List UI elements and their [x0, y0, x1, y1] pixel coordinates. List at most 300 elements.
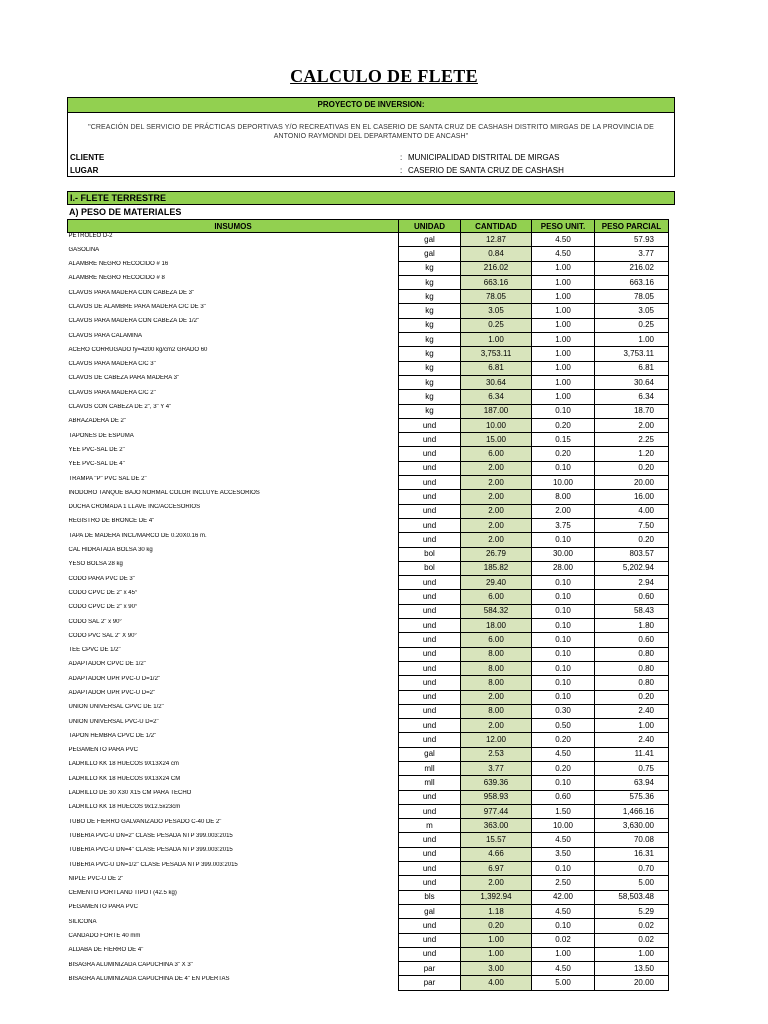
cell-peso-parcial: 1.00 — [595, 719, 669, 733]
table-row — [68, 333, 669, 347]
table-row — [68, 747, 669, 761]
cell-unidad: gal — [399, 904, 461, 918]
cell-insumo: CEMENTO PORTLAND TIPO I (42.5 kg) — [68, 890, 177, 897]
cell-peso-parcial: 78.05 — [595, 290, 669, 304]
header-cantidad: CANTIDAD — [461, 220, 532, 233]
cell-cantidad: 3.05 — [461, 304, 532, 318]
cell-peso-parcial: 2.00 — [595, 418, 669, 432]
cell-unidad: und — [399, 490, 461, 504]
client-value: MUNICIPALIDAD DISTRITAL DE MIRGAS — [408, 153, 560, 162]
cell-unidad: und — [399, 804, 461, 818]
cell-peso-unit: 1.00 — [532, 333, 595, 347]
cell-cantidad: 2.00 — [461, 518, 532, 532]
cell-peso-unit: 0.15 — [532, 433, 595, 447]
place-value: CASERIO DE SANTA CRUZ DE CASHASH — [408, 166, 564, 175]
cell-cantidad: 1,392.94 — [461, 890, 532, 904]
cell-insumo: INODORO TANQUE BAJO NORMAL COLOR INCLUYE ACCESORIOS — [68, 489, 260, 496]
cell-cantidad: 1.00 — [461, 333, 532, 347]
cell-peso-unit: 5.00 — [532, 976, 595, 990]
cell-unidad: und — [399, 461, 461, 475]
cell-cantidad: 2.00 — [461, 490, 532, 504]
cell-insumo: ALDABA DE FIERRO DE 4" — [68, 947, 144, 954]
table-row — [68, 518, 669, 532]
cell-peso-unit: 3.50 — [532, 847, 595, 861]
table-row — [68, 261, 669, 275]
cell-peso-unit: 0.02 — [532, 933, 595, 947]
table-row — [68, 361, 669, 375]
cell-cantidad: 12.87 — [461, 233, 532, 247]
cell-peso-unit: 1.00 — [532, 275, 595, 289]
table-row — [68, 404, 669, 418]
cell-cantidad: 1.00 — [461, 933, 532, 947]
section-subtitle: A) PESO DE MATERIALES — [69, 207, 182, 217]
cell-peso-parcial: 0.70 — [595, 862, 669, 876]
cell-cantidad: 663.16 — [461, 275, 532, 289]
cell-insumo: CLAVOS PARA MADERA CON CABEZA DE 3" — [68, 289, 195, 296]
cell-unidad: und — [399, 704, 461, 718]
cell-insumo: LADRILLO KK 18 HUECOS 9X13X24 CM — [68, 775, 181, 782]
cell-insumo: TAPA DE MADERA INCL/MARCO DE 0.20X0.16 m. — [68, 532, 207, 539]
cell-insumo: ACERO CORRUGADO fy=4200 kg/cm2 GRADO 60 — [68, 346, 208, 353]
cell-cantidad: 8.00 — [461, 647, 532, 661]
cell-peso-unit: 0.20 — [532, 418, 595, 432]
cell-cantidad: 3.00 — [461, 962, 532, 976]
cell-unidad: und — [399, 447, 461, 461]
cell-insumo: TUBO DE FIERRO GALVANIZADO PESADO C-40 DE 2" — [68, 818, 222, 825]
cell-peso-unit: 0.20 — [532, 733, 595, 747]
cell-peso-parcial: 57.93 — [595, 233, 669, 247]
cell-peso-unit: 0.10 — [532, 604, 595, 618]
table-row — [68, 719, 669, 733]
cell-unidad: und — [399, 533, 461, 547]
cell-unidad: und — [399, 661, 461, 675]
cell-peso-parcial: 58.43 — [595, 604, 669, 618]
materials-table — [67, 219, 669, 991]
cell-peso-parcial: 0.80 — [595, 661, 669, 675]
cell-peso-unit: 0.10 — [532, 776, 595, 790]
cell-peso-unit: 10.00 — [532, 476, 595, 490]
header-peso-parcial: PESO PARCIAL — [595, 220, 669, 233]
cell-peso-parcial: 3,630.00 — [595, 819, 669, 833]
cell-cantidad: 2.00 — [461, 876, 532, 890]
cell-peso-unit: 0.10 — [532, 647, 595, 661]
cell-insumo: LADRILLO KK 18 HUECOS 9X13X24 cm — [68, 761, 179, 768]
table-row — [68, 476, 669, 490]
project-description: "CREACIÓN DEL SERVICIO DE PRÁCTICAS DEPORTIVAS Y/O RECREATIVAS EN EL CASERIO DE SANTA CRUZ DE CASHASH DISTRITO MIRGAS DE LA PROVINCIA DE ANTONIO RAYMONDI DEL DEPARTAMENTO DE ANCASH" — [88, 124, 654, 140]
cell-cantidad: 2.00 — [461, 504, 532, 518]
cell-cantidad: 2.00 — [461, 690, 532, 704]
cell-cantidad: 187.00 — [461, 404, 532, 418]
cell-insumo: ADAPTADOR UPR PVC-U D=2" — [68, 690, 156, 696]
table-row — [68, 533, 669, 547]
cell-peso-parcial: 3.05 — [595, 304, 669, 318]
cell-unidad: par — [399, 976, 461, 990]
cell-insumo: TUBERIA PVC-U DN=1/2" CLASE PESADA NTP 399.003:2015 — [68, 861, 238, 868]
cell-peso-unit: 4.50 — [532, 747, 595, 761]
cell-peso-parcial: 3.77 — [595, 247, 669, 261]
cell-peso-parcial: 0.20 — [595, 461, 669, 475]
cell-peso-unit: 1.00 — [532, 318, 595, 332]
table-row — [68, 904, 669, 918]
client-colon: : — [400, 153, 403, 162]
cell-insumo: CODO CPVC DE 2" x 90° — [68, 604, 138, 611]
cell-unidad: und — [399, 590, 461, 604]
table-row — [68, 947, 669, 961]
cell-unidad: kg — [399, 290, 461, 304]
cell-peso-unit: 0.10 — [532, 576, 595, 590]
cell-unidad: und — [399, 733, 461, 747]
cell-unidad: und — [399, 862, 461, 876]
cell-unidad: kg — [399, 375, 461, 389]
table-row — [68, 933, 669, 947]
cell-peso-unit: 30.00 — [532, 547, 595, 561]
cell-unidad: m — [399, 819, 461, 833]
cell-cantidad: 3.77 — [461, 761, 532, 775]
cell-cantidad: 78.05 — [461, 290, 532, 304]
table-row — [68, 233, 669, 247]
table-row — [68, 461, 669, 475]
table-row — [68, 862, 669, 876]
cell-peso-unit: 1.00 — [532, 947, 595, 961]
table-row — [68, 433, 669, 447]
section-title: I.- FLETE TERRESTRE — [67, 191, 675, 205]
cell-cantidad: 2.00 — [461, 719, 532, 733]
project-box — [67, 97, 675, 177]
table-row — [68, 690, 669, 704]
cell-peso-parcial: 2.94 — [595, 576, 669, 590]
cell-peso-parcial: 803.57 — [595, 547, 669, 561]
cell-peso-parcial: 1.00 — [595, 947, 669, 961]
cell-cantidad: 2.53 — [461, 747, 532, 761]
cell-cantidad: 2.00 — [461, 476, 532, 490]
cell-unidad: gal — [399, 233, 461, 247]
cell-cantidad: 6.00 — [461, 447, 532, 461]
cell-cantidad: 4.00 — [461, 976, 532, 990]
cell-peso-unit: 0.60 — [532, 790, 595, 804]
cell-peso-parcial: 575.36 — [595, 790, 669, 804]
cell-peso-parcial: 0.80 — [595, 676, 669, 690]
table-row — [68, 447, 669, 461]
cell-unidad: bls — [399, 890, 461, 904]
cell-peso-unit: 0.30 — [532, 704, 595, 718]
cell-cantidad: 363.00 — [461, 819, 532, 833]
cell-unidad: und — [399, 676, 461, 690]
cell-peso-parcial: 70.08 — [595, 833, 669, 847]
cell-peso-parcial: 0.60 — [595, 633, 669, 647]
cell-insumo: CLAVOS DE CABEZA PARA MADERA 3" — [68, 375, 180, 382]
cell-unidad: kg — [399, 261, 461, 275]
cell-insumo: CAL HIDRATADA BOLSA 30 kg — [68, 547, 153, 554]
cell-insumo: TAPONES DE ESPUMA — [68, 432, 134, 439]
cell-cantidad: 0.20 — [461, 919, 532, 933]
table-row — [68, 318, 669, 332]
cell-unidad: kg — [399, 361, 461, 375]
cell-insumo: TEE CPVC DE 1/2" — [68, 647, 121, 654]
table-row — [68, 547, 669, 561]
cell-peso-parcial: 3,753.11 — [595, 347, 669, 361]
cell-cantidad: 958.93 — [461, 790, 532, 804]
cell-peso-unit: 1.00 — [532, 375, 595, 389]
table-row — [68, 604, 669, 618]
cell-cantidad: 584.32 — [461, 604, 532, 618]
cell-peso-unit: 4.50 — [532, 904, 595, 918]
table-row — [68, 561, 669, 575]
cell-unidad: gal — [399, 747, 461, 761]
table-row — [68, 504, 669, 518]
cell-cantidad: 0.84 — [461, 247, 532, 261]
cell-peso-parcial: 5,202.94 — [595, 561, 669, 575]
cell-insumo: ADAPTADOR UPR PVC-U D=1/2" — [68, 675, 161, 682]
cell-insumo: UNION UNIVERSAL PVC-U D=2" — [68, 718, 159, 725]
cell-cantidad: 216.02 — [461, 261, 532, 275]
cell-unidad: mll — [399, 776, 461, 790]
cell-unidad: und — [399, 690, 461, 704]
cell-unidad: und — [399, 719, 461, 733]
table-header-row — [68, 220, 669, 233]
table-row — [68, 619, 669, 633]
cell-peso-parcial: 1.00 — [595, 333, 669, 347]
cell-peso-unit: 4.50 — [532, 962, 595, 976]
cell-peso-unit: 0.10 — [532, 533, 595, 547]
table-row — [68, 275, 669, 289]
cell-insumo: PEGAMENTO PARA PVC — [68, 904, 138, 911]
header-peso-unit: PESO UNIT. — [532, 220, 595, 233]
cell-peso-parcial: 20.00 — [595, 476, 669, 490]
table-row — [68, 876, 669, 890]
cell-cantidad: 0.25 — [461, 318, 532, 332]
cell-insumo: GASOLINA — [68, 246, 100, 253]
cell-cantidad: 30.64 — [461, 375, 532, 389]
cell-peso-parcial: 5.29 — [595, 904, 669, 918]
cell-peso-unit: 0.10 — [532, 862, 595, 876]
cell-peso-parcial: 11.41 — [595, 747, 669, 761]
header-insumos: INSUMOS — [68, 220, 399, 233]
cell-insumo: SILICONA — [68, 918, 97, 925]
cell-insumo: CLAVOS PARA MADERA CON CABEZA DE 1/2" — [68, 318, 200, 325]
cell-insumo: BISAGRA ALUMINIZADA CAPUCHINA DE 4" EN PUERTAS — [68, 975, 230, 982]
cell-peso-unit: 10.00 — [532, 819, 595, 833]
cell-peso-parcial: 0.02 — [595, 919, 669, 933]
table-row — [68, 733, 669, 747]
cell-peso-parcial: 0.80 — [595, 647, 669, 661]
cell-peso-unit: 2.00 — [532, 504, 595, 518]
cell-insumo: CLAVOS PARA CALAMINA — [68, 332, 142, 339]
cell-peso-unit: 8.00 — [532, 490, 595, 504]
cell-peso-parcial: 1.80 — [595, 619, 669, 633]
cell-peso-unit: 0.10 — [532, 676, 595, 690]
cell-unidad: und — [399, 933, 461, 947]
cell-insumo: BISAGRA ALUMINIZADA CAPUCHINA 3" X 3" — [68, 961, 193, 968]
cell-peso-unit: 0.50 — [532, 719, 595, 733]
page-title: CALCULO DE FLETE — [290, 66, 478, 86]
cell-insumo: NIPLE PVC-U DE 2" — [68, 875, 124, 882]
cell-cantidad: 4.66 — [461, 847, 532, 861]
cell-peso-unit: 0.10 — [532, 590, 595, 604]
cell-unidad: kg — [399, 304, 461, 318]
cell-peso-parcial: 6.34 — [595, 390, 669, 404]
cell-insumo: YEE PVC-SAL DE 2" — [68, 446, 125, 453]
cell-peso-parcial: 2.40 — [595, 733, 669, 747]
table-row — [68, 576, 669, 590]
cell-unidad: und — [399, 576, 461, 590]
cell-cantidad: 2.00 — [461, 533, 532, 547]
cell-peso-parcial: 18.70 — [595, 404, 669, 418]
cell-unidad: par — [399, 962, 461, 976]
cell-peso-parcial: 5.00 — [595, 876, 669, 890]
cell-peso-unit: 4.50 — [532, 833, 595, 847]
cell-cantidad: 977.44 — [461, 804, 532, 818]
table-row — [68, 304, 669, 318]
cell-insumo: ALAMBRE NEGRO RECOCIDO # 16 — [68, 261, 169, 268]
cell-insumo: CODO PVC SAL 2" X 90° — [68, 632, 137, 639]
cell-unidad: und — [399, 790, 461, 804]
cell-cantidad: 6.81 — [461, 361, 532, 375]
cell-peso-parcial: 1,466.16 — [595, 804, 669, 818]
cell-insumo: REGISTRO DE BRONCE DE 4" — [68, 518, 155, 525]
table-row — [68, 490, 669, 504]
cell-cantidad: 6.00 — [461, 590, 532, 604]
cell-peso-parcial: 0.20 — [595, 533, 669, 547]
project-header: PROYECTO DE INVERSION: — [68, 98, 674, 113]
cell-cantidad: 6.97 — [461, 862, 532, 876]
table-row — [68, 833, 669, 847]
cell-cantidad: 1.18 — [461, 904, 532, 918]
cell-peso-parcial: 0.02 — [595, 933, 669, 947]
cell-insumo: CODO PARA PVC DE 3" — [68, 575, 135, 582]
table-row — [68, 962, 669, 976]
cell-peso-unit: 0.10 — [532, 461, 595, 475]
table-row — [68, 590, 669, 604]
cell-unidad: bol — [399, 547, 461, 561]
cell-insumo: CODO CPVC DE 2" x 45° — [68, 589, 138, 596]
cell-unidad: kg — [399, 347, 461, 361]
cell-peso-unit: 1.00 — [532, 390, 595, 404]
cell-unidad: kg — [399, 275, 461, 289]
cell-unidad: und — [399, 619, 461, 633]
cell-insumo: CLAVOS CON CABEZA DE 2", 3" Y 4" — [68, 404, 172, 411]
cell-peso-unit: 0.10 — [532, 619, 595, 633]
cell-insumo: CODO SAL 2" x 90° — [68, 618, 122, 625]
cell-cantidad: 26.79 — [461, 547, 532, 561]
cell-peso-parcial: 4.00 — [595, 504, 669, 518]
cell-peso-unit: 1.00 — [532, 361, 595, 375]
cell-peso-parcial: 0.60 — [595, 590, 669, 604]
cell-peso-parcial: 16.31 — [595, 847, 669, 861]
cell-peso-parcial: 0.75 — [595, 761, 669, 775]
cell-cantidad: 18.00 — [461, 619, 532, 633]
cell-cantidad: 29.40 — [461, 576, 532, 590]
cell-cantidad: 12.00 — [461, 733, 532, 747]
cell-unidad: und — [399, 833, 461, 847]
cell-unidad: und — [399, 518, 461, 532]
table-row — [68, 661, 669, 675]
cell-peso-unit: 4.50 — [532, 233, 595, 247]
table-row — [68, 804, 669, 818]
cell-unidad: und — [399, 504, 461, 518]
table-row — [68, 790, 669, 804]
cell-peso-unit: 1.00 — [532, 290, 595, 304]
cell-cantidad: 185.82 — [461, 561, 532, 575]
cell-insumo: TUBERIA PVC-U DN=4" CLASE PESADA NTP 399.003:2015 — [68, 847, 233, 854]
table-row — [68, 247, 669, 261]
table-row — [68, 704, 669, 718]
cell-cantidad: 8.00 — [461, 676, 532, 690]
cell-unidad: und — [399, 433, 461, 447]
cell-cantidad: 6.34 — [461, 390, 532, 404]
cell-unidad: gal — [399, 247, 461, 261]
cell-peso-parcial: 2.25 — [595, 433, 669, 447]
cell-unidad: und — [399, 919, 461, 933]
table-row — [68, 418, 669, 432]
cell-unidad: und — [399, 604, 461, 618]
cell-peso-parcial: 0.25 — [595, 318, 669, 332]
cell-insumo: ABRAZADERA DE 2" — [68, 418, 126, 425]
cell-peso-unit: 0.10 — [532, 919, 595, 933]
table-row — [68, 375, 669, 389]
cell-peso-parcial: 63.94 — [595, 776, 669, 790]
cell-cantidad: 2.00 — [461, 461, 532, 475]
cell-insumo: ALAMBRE NEGRO RECOCIDO # 8 — [68, 275, 165, 282]
cell-peso-unit: 1.00 — [532, 261, 595, 275]
cell-cantidad: 15.57 — [461, 833, 532, 847]
cell-cantidad: 10.00 — [461, 418, 532, 432]
cell-peso-unit: 1.00 — [532, 304, 595, 318]
cell-peso-parcial: 16.00 — [595, 490, 669, 504]
table-row — [68, 819, 669, 833]
table-row — [68, 633, 669, 647]
cell-cantidad: 6.00 — [461, 633, 532, 647]
cell-peso-unit: 2.50 — [532, 876, 595, 890]
cell-peso-unit: 0.10 — [532, 690, 595, 704]
table-row — [68, 847, 669, 861]
cell-peso-parcial: 6.81 — [595, 361, 669, 375]
cell-insumo: CLAVOS DE ALAMBRE PARA MADERA C/C DE 3" — [68, 303, 206, 310]
cell-insumo: TRAMPA "P" PVC SAL DE 2" — [68, 475, 147, 482]
cell-peso-unit: 42.00 — [532, 890, 595, 904]
cell-peso-parcial: 2.40 — [595, 704, 669, 718]
cell-peso-unit: 1.00 — [532, 347, 595, 361]
cell-peso-unit: 4.50 — [532, 247, 595, 261]
table-row — [68, 919, 669, 933]
cell-unidad: und — [399, 633, 461, 647]
cell-unidad: und — [399, 876, 461, 890]
cell-peso-unit: 0.20 — [532, 447, 595, 461]
cell-insumo: PEGAMENTO PARA PVC — [68, 747, 138, 754]
cell-cantidad: 8.00 — [461, 704, 532, 718]
cell-peso-parcial: 7.50 — [595, 518, 669, 532]
cell-cantidad: 639.36 — [461, 776, 532, 790]
table-row — [68, 390, 669, 404]
table-row — [68, 347, 669, 361]
table-row — [68, 290, 669, 304]
place-colon: : — [400, 166, 403, 175]
cell-peso-parcial: 58,503.48 — [595, 890, 669, 904]
table-row — [68, 976, 669, 990]
cell-peso-unit: 0.10 — [532, 633, 595, 647]
cell-insumo: CLAVOS PARA MADERA C/C 3" — [68, 361, 156, 368]
cell-peso-parcial: 663.16 — [595, 275, 669, 289]
header-unidad: UNIDAD — [399, 220, 461, 233]
cell-insumo: TAPON HEMBRA CPVC DE 1/2" — [68, 732, 157, 739]
table-row — [68, 890, 669, 904]
cell-cantidad: 1.00 — [461, 947, 532, 961]
place-label: LUGAR — [70, 166, 99, 175]
cell-insumo: CANDADO FORTE 40 mm — [68, 933, 141, 940]
cell-peso-unit: 1.50 — [532, 804, 595, 818]
cell-unidad: und — [399, 847, 461, 861]
cell-insumo: CLAVOS PARA MADERA C/C 2" — [68, 389, 156, 396]
cell-insumo: YESO BOLSA 28 kg — [68, 561, 123, 568]
